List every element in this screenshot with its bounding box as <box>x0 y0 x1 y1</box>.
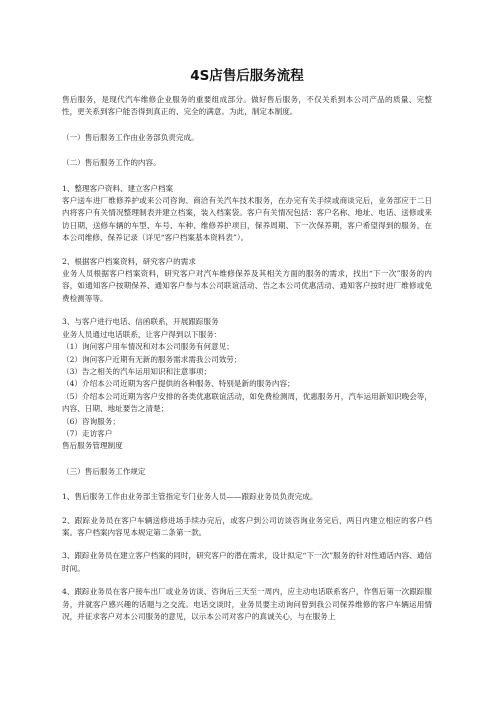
rule-4: 4、跟踪业务员在客户接车出厂或业务访谈、咨询后三天至一周内，应主动电话联系客户，作售后第一次跟踪服务，并就客户感兴趣的话题与之交流。电话交谈时，业务员要主动询问曾到我公司保养维修的客户车辆运用情况，并征求客户对本公司服务的意见，以示本公司对客户的真诚关心，与在服务上 <box>62 587 432 621</box>
section-1-heading: 1、整理客户资料、建立客户档案 <box>62 183 174 193</box>
list-item: （3）告之相关的汽车运用知识和注意事项； <box>62 366 212 376</box>
section-3-heading: 3、与客户进行电话、信函联系，开展跟踪服务 <box>62 317 219 327</box>
rule-1: 1、售后服务工作由业务部主管指定专门业务人员——跟踪业务员负责完成。 <box>62 492 318 502</box>
rule-3: 3、跟踪业务员在建立客户档案的同时，研究客户的潜在需求，设计拟定“下一次”服务的针对性通话内容、通信时间。 <box>62 551 432 573</box>
part-3-line: （三）售后服务工作规定 <box>62 466 146 476</box>
list-item: （7）走访客户 <box>62 428 113 438</box>
part-1-line: （一）售后服务工作由业务部负责完成。 <box>62 132 199 142</box>
list-item: （4）介绍本公司近期为客户提供的各种服务、特别是新的服务内容； <box>62 379 295 389</box>
part-2-line: （二）售后服务工作的内容。 <box>62 158 161 168</box>
list-item: （1）询问客户用车情况和对本公司服务有何意见； <box>62 342 234 352</box>
list-item: （2）询问客户近期有无新的服务需求需我公司效劳； <box>62 354 242 364</box>
rule-2: 2、跟踪业务员在客户车辆送修进场手续办完后，或客户到公司访谈咨询业务完后，两日内建立相应的客户档案。客户档案内容见本规定第二条第一款。 <box>62 515 432 537</box>
section-3-tail: 售后服务管理制度 <box>62 441 123 451</box>
section-2-body: 业务人员根据客户档案资料，研究客户对汽车维修保养及其相关方面的服务的需求，找出“下一次”服务的内容，如通知客户按期保养、通知客户参与本公司联谊活动、告之本公司优惠活动、通知客户按时进厂维修或免费检测等等。 <box>62 269 432 303</box>
intro-paragraph: 售后服务，是现代汽车维修企业服务的重要组成部分。做好售后服务，不仅关系到本公司产品的质量、完整性，更关系到客户能否得到真正的、完全的满意。为此，制定本制度。 <box>62 95 432 117</box>
list-item: （6）咨询服务； <box>62 416 120 426</box>
section-3-intro: 业务人员通过电话联系，让客户得到以下服务： <box>62 329 222 339</box>
list-item: （5）介绍本公司近期为客户安排的各类优惠联谊活动，如免费检测周，优惠服务月，汽车运用新知识晚会等，内容、日期、地址要告之清楚； <box>62 391 432 414</box>
page-title: 4S店售后服务流程 <box>190 68 304 84</box>
section-2-heading: 2、根据客户档案资料，研究客户的需求 <box>62 256 196 266</box>
section-1-body: 客户送车进厂维修养护或来公司咨询、商洽有关汽车技术服务，在办完有关手续或商谈完后，业务部应于二日内将客户有关情况整理制表并建立档案，装入档案袋。客户有关情况包括：客户名称、地址、电话、送修或来访日期，送修车辆的车型、车号、车种、维修养护项目，保养周期、下一次保养期，客户希望得到的服务，在本公司维修、保养记录（详见“客户档案基本资料表”）。 <box>62 196 432 243</box>
